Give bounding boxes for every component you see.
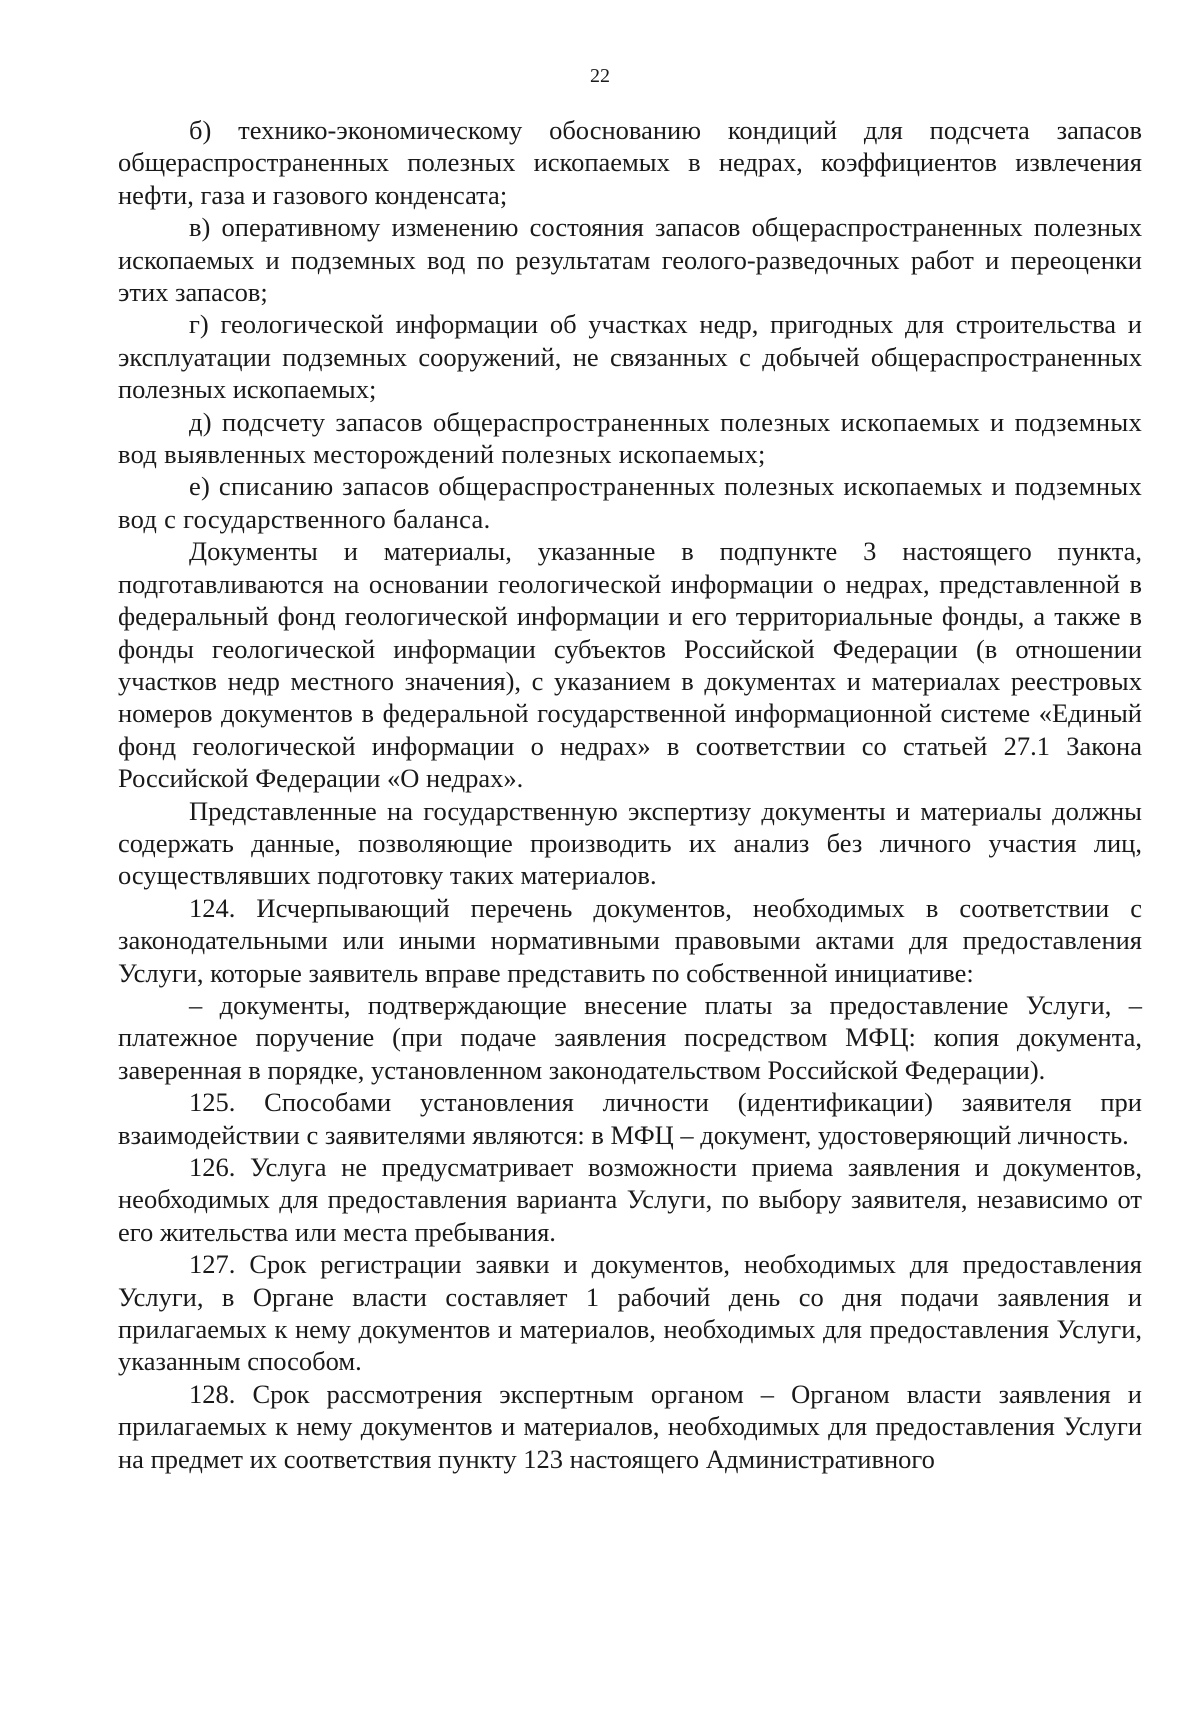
paragraph-124: 124. Исчерпывающий перечень документов, необходимых в соответствии с законодательными или иными нормативными правовыми актами для предоставления Услуги, которые заявитель вправе представить по собственной инициативе: <box>118 892 1142 988</box>
paragraph-item-g: г) геологической информации об участках недр, пригодных для строительства и эксплуатации подземных сооружений, не связанных с добычей общераспространенных полезных ископаемых; <box>118 309 1142 405</box>
paragraph-item-v: в) оперативному изменению состояния запасов общераспространенных полезных ископаемых и подземных вод по результатам геолого-разведочных работ и переоценки этих запасов; <box>118 212 1142 308</box>
paragraph-item-d: д) подсчету запасов общераспространенных полезных ископаемых и подземных вод выявленных месторождений полезных ископаемых; <box>118 406 1142 470</box>
paragraph-126: 126. Услуга не предусматривает возможности приема заявления и документов, необходимых для предоставления варианта Услуги, по выбору заявителя, независимо от его жительства или места пребывания. <box>118 1152 1142 1247</box>
paragraph-documents-basis: Документы и материалы, указанные в подпункте 3 настоящего пункта, подготавливаются на основании геологической информации о недрах, представленной в федеральный фонд геологической информации и его территориальные фонды, а также в фонды геологической информации субъектов Российской Федерации (в отношении участков недр местного значения), с указанием в документах и материалах реестровых номеров документов в федеральной государственной информационной системе «Единый фонд геологической информации о недрах» в соответствии со статьей 27.1 Закона Российской Федерации «О недрах». <box>118 536 1142 794</box>
paragraph-data-requirements: Представленные на государственную экспертизу документы и материалы должны содержать данные, позволяющие производить их анализ без личного участия лиц, осуществлявших подготовку таких материалов. <box>118 795 1142 891</box>
page-number: 22 <box>590 65 610 87</box>
paragraph-124-list-item: – документы, подтверждающие внесение платы за предоставление Услуги, – платежное поручение (при подаче заявления посредством МФЦ: копия документа, заверенная в порядке, установленном законодательством Российской Федерации). <box>118 989 1142 1085</box>
paragraph-125: 125. Способами установления личности (идентификации) заявителя при взаимодействии с заявителями являются: в МФЦ – документ, удостоверяющий личность. <box>118 1087 1142 1150</box>
paragraph-item-e: е) списанию запасов общераспространенных полезных ископаемых и подземных вод с государственного баланса. <box>118 471 1142 534</box>
paragraph-127: 127. Срок регистрации заявки и документов, необходимых для предоставления Услуги, в Органе власти составляет 1 рабочий день со дня подачи заявления и прилагаемых к нему документов и материалов, необходимых для предоставления Услуги, указанным способом. <box>118 1249 1142 1377</box>
paragraph-128: 128. Срок рассмотрения экспертным органом – Органом власти заявления и прилагаемых к нему документов и материалов, необходимых для предоставления Услуги на предмет их соответствия пункту 123 настоящего Административного <box>118 1378 1142 1474</box>
document-body <box>118 114 1142 1475</box>
paragraph-item-b: б) технико-экономическому обоснованию кондиций для подсчета запасов общераспространенных полезных ископаемых в недрах, коэффициентов извлечения нефти, газа и газового конденсата; <box>118 115 1142 210</box>
